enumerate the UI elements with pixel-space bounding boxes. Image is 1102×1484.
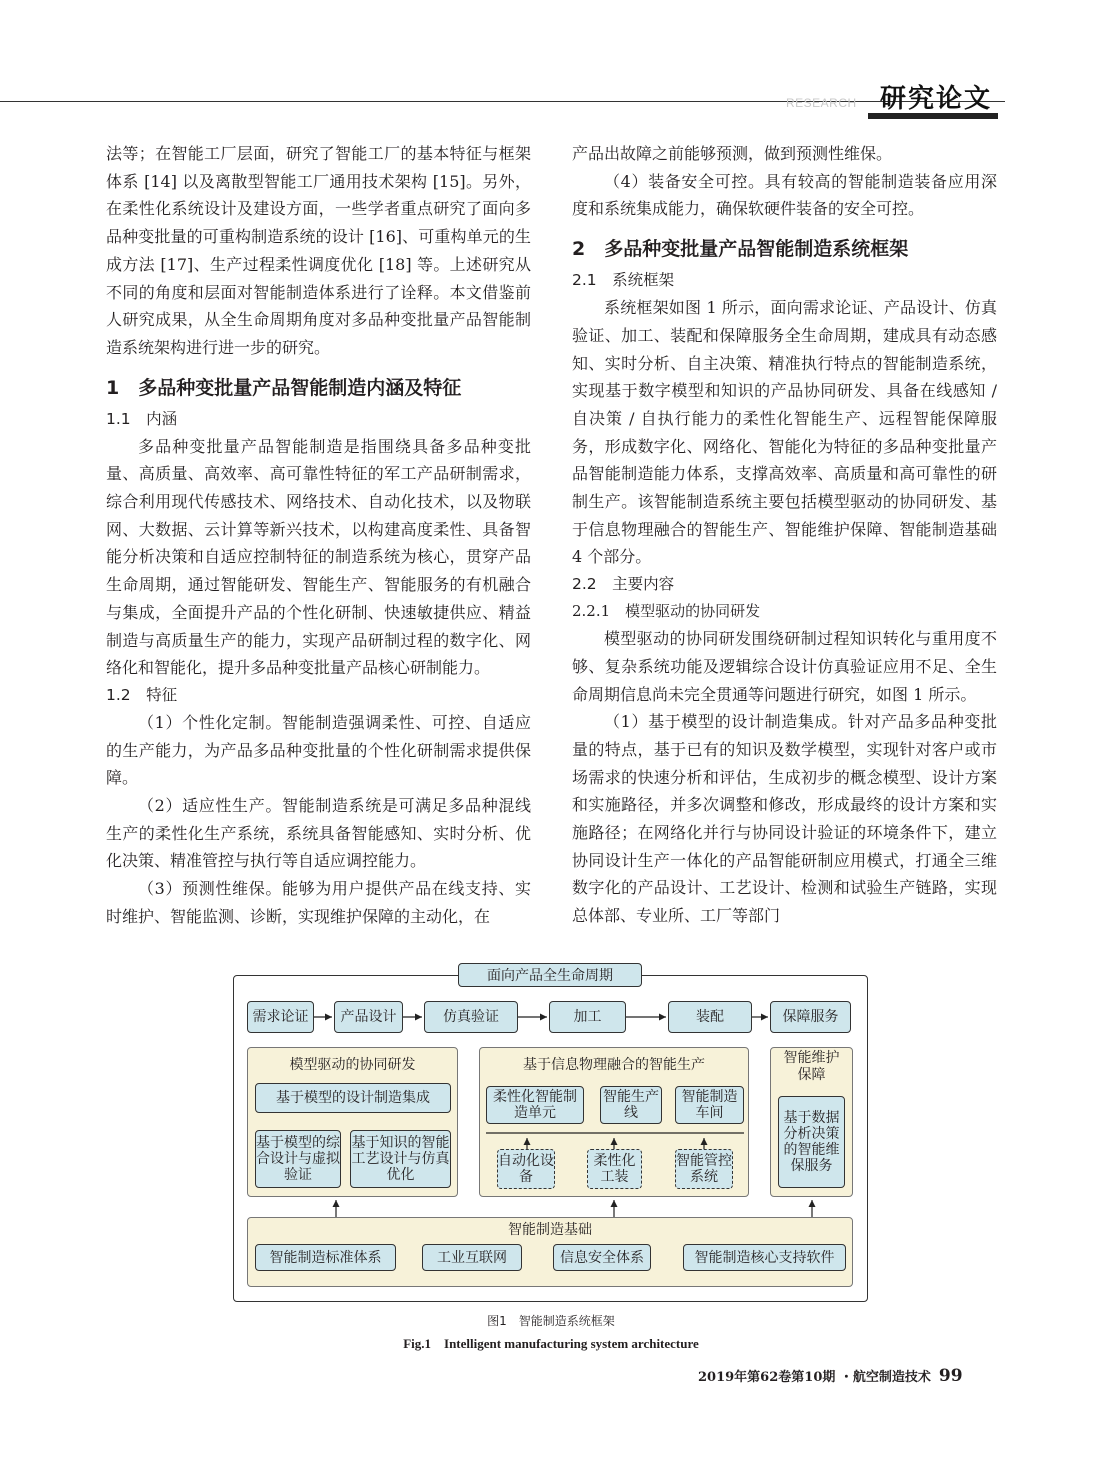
paragraph: 模型驱动的协同研发围绕研制过程知识转化与重用度不够、复杂系统功能及逻辑综合设计仿真验证应用不足、全生命周期信息尚未完全贯通等问题进行研究，如图 1 所示。: [572, 629, 997, 704]
subsection-heading: 1.2 特征: [106, 685, 178, 704]
smart-control-box: 智能管控系统: [675, 1149, 733, 1189]
paragraph: （2）适应性生产。智能制造系统是可满足多品种混线生产的柔性化生产系统，系统具备智能感知、实时分析、优化决策、精准管控与执行等自适应调控能力。: [106, 796, 531, 871]
panel-smart-production-title: 基于信息物理融合的智能生产: [523, 1057, 705, 1073]
subsection-heading: 1.1 内涵: [106, 409, 178, 428]
base-item-box: 信息安全体系: [553, 1244, 651, 1271]
subsection-heading: 2.2 主要内容: [572, 575, 675, 594]
paragraph: 法等；在智能工厂层面，研究了智能工厂的基本特征与框架体系 [14] 以及离散型智能工厂通用技术架构 [15]。另外，在柔性化系统设计及建设方面，一些学者重点研究了面向多品种变批量的可重构制造系统的设计 [16]、可重构单元的生成方法 [17]、生产过程柔性调度优化 [18] 等。上述研究从不同的角度和层面对智能制造体系进行了诠释。本文借鉴前人研究成果，从全生命周期角度对多品种变批量产品智能制造系统架构进行进一步的研究。: [106, 144, 531, 357]
flex-tooling-box: 柔性化工装: [587, 1149, 642, 1189]
stage-box: 产品设计: [334, 1001, 403, 1033]
section-heading: 2 多品种变批量产品智能制造系统框架: [572, 238, 909, 261]
base-item-box: 智能制造核心支持软件: [683, 1244, 846, 1271]
stage-box: 需求论证: [247, 1001, 314, 1033]
model-based-integration-box: 基于模型的设计制造集成: [255, 1083, 451, 1113]
figure-caption-en: Fig.1 Intelligent manufacturing system architecture: [403, 1336, 699, 1351]
base-item-box: 工业互联网: [422, 1244, 522, 1271]
paragraph: （4）装备安全可控。具有较高的智能制造装备应用深度和系统集成能力，确保软硬件装备的安全可控。: [572, 171, 997, 219]
header-section-title: 研究论文: [880, 84, 993, 114]
header-research-label: RESEARCH: [786, 96, 857, 110]
section-heading: 1 多品种变批量产品智能制造内涵及特征: [106, 376, 462, 399]
panel-smart-maintenance-title: 智能维护保障: [783, 1050, 840, 1083]
knowledge-process-box: 基于知识的智能工艺设计与仿真优化: [350, 1130, 451, 1188]
base-item-box: 智能制造标准体系: [255, 1244, 396, 1271]
model-based-design-box: 基于模型的综合设计与虚拟验证: [255, 1130, 341, 1188]
paragraph: 系统框架如图 1 所示，面向需求论证、产品设计、仿真验证、加工、装配和保障服务全生命周期，建成具有动态感知、实时分析、自主决策、精准执行特点的智能制造系统，实现基于数字模型和知识的产品协同研发、具备在线感知 / 自决策 / 自执行能力的柔性化智能生产、远程智能保障服务，形成数字化、网络化、智能化为特征的多品种变批量产品智能制造能力体系，支撑高效率、高质量和高可靠性的研制生产。该智能制造系统主要包括模型驱动的协同研发、基于信息物理融合的智能生产、智能维护保障、智能制造基础 4 个部分。: [572, 298, 997, 567]
paragraph: （3）预测性维保。能够为用户提供产品在线支持、实时维护、智能监测、诊断，实现维护保障的主动化，在: [106, 879, 531, 926]
figure-caption-cn: 图1 智能制造系统框架: [487, 1314, 615, 1328]
page-number: 99: [938, 1366, 963, 1386]
stage-box: 保障服务: [770, 1001, 851, 1033]
panel-collaborative-rd-title: 模型驱动的协同研发: [289, 1057, 416, 1073]
data-maintenance-box: 基于数据分析决策的智能维保服务: [778, 1096, 845, 1188]
subsection-heading: 2.1 系统框架: [572, 271, 675, 290]
paragraph: （1）基于模型的设计制造集成。针对产品多品种变批量的特点，基于已有的知识及数学模型，实现针对客户或市场需求的快速分析和评估，生成初步的概念模型、设计方案和实施路径，并多次调整和修改，形成最终的设计方案和实施路径；在网络化并行与协同设计验证的环境条件下，建立协同设计生产一体化的产品智能研制应用模式，打通全三维数字化的产品设计、工艺设计、检测和试验生产链路，实现总体部、专业所、工厂等部门: [572, 712, 997, 926]
subsubsection-heading: 2.2.1 模型驱动的协同研发: [572, 602, 761, 621]
paragraph: 产品出故障之前能够预测，做到预测性维保。: [572, 144, 893, 163]
panel-manufacturing-base-title: 智能制造基础: [508, 1222, 592, 1238]
stage-box: 仿真验证: [424, 1001, 518, 1033]
smart-workshop-box: 智能制造车间: [675, 1086, 744, 1124]
stage-box: 加工: [549, 1001, 626, 1033]
page-footer: [698, 1366, 963, 1386]
flex-unit-box: 柔性化智能制造单元: [486, 1086, 584, 1124]
paragraph: （1）个性化定制。智能制造强调柔性、可控、自适应的生产能力，为产品多品种变批量的个性化研制需求提供保障。: [106, 712, 531, 788]
stage-box: 装配: [668, 1001, 752, 1033]
automation-equipment-box: 自动化设备: [497, 1149, 555, 1189]
smart-line-box: 智能生产线: [600, 1086, 662, 1124]
paragraph: 多品种变批量产品智能制造是指围绕具备多品种变批量、高质量、高效率、高可靠性特征的军工产品研制需求，综合利用现代传感技术、网络技术、自动化技术，以及物联网、大数据、云计算等新兴技术，以构建高度柔性、具备智能分析决策和自适应控制特征的制造系统为核心，贯穿产品生命周期，通过智能研发、智能生产、智能服务的有机融合与集成，全面提升产品的个性化研制、快速敏捷供应、精益制造与高质量生产的能力，实现产品研制过程的数字化、网络化和智能化，提升多品种变批量产品核心研制能力。: [106, 436, 531, 678]
figure-lifecycle-label: 面向产品全生命周期: [458, 963, 642, 987]
footer-journal: 2019年第62卷第10期 ・航空制造技术: [698, 1370, 931, 1385]
